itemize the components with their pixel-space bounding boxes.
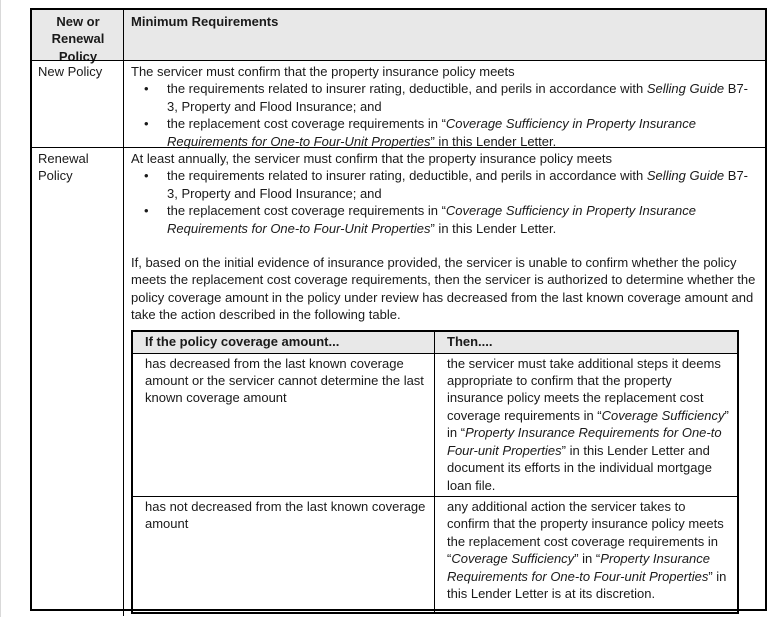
bullet-item (131, 167, 757, 202)
coverage-action-table (131, 330, 739, 614)
bullet-text: the replacement cost coverage requirements in “Coverage Sufficiency in Property Insurance Requirements for One-to Four-Unit Properties” in this Lender Letter. (167, 203, 696, 236)
bullet-icon: • (144, 116, 149, 132)
intro-text: At least annually, the servicer must confirm that the property insurance policy meets (131, 151, 612, 166)
action-cell: any additional action the servicer takes to confirm that the property insurance policy meets the replacement cost coverage requirements in “Coverage Sufficiency” in “Property Insurance Requirements for One-to Four-unit Properties” in this Lender Letter is at its discretion. (447, 498, 727, 601)
requirements-cell (124, 148, 765, 616)
bullet-text: the replacement cost coverage requirements in “Coverage Sufficiency in Property Insurance Requirements for One-to Four-Unit Properties” in this Lender Letter. (167, 116, 696, 149)
bullet-text: the requirements related to insurer rating, deductible, and perils in accordance with Selling Guide B7-3, Property and Flood Insurance; and (167, 81, 748, 114)
policy-type-label: Renewal Policy (32, 148, 124, 616)
inner-table-header-row (133, 332, 737, 353)
condition-cell: has decreased from the last known coverage amount or the servicer cannot determine the last known coverage amount (133, 354, 435, 496)
table-row-new-policy (32, 60, 765, 147)
inner-column-header-condition: If the policy coverage amount... (133, 332, 435, 353)
policy-type-label: New Policy (32, 61, 124, 147)
inner-table-row (133, 496, 737, 612)
bullet-item (131, 115, 757, 150)
requirements-cell (124, 61, 765, 147)
bullet-text: the requirements related to insurer rating, deductible, and perils in accordance with Selling Guide B7-3, Property and Flood Insurance; and (167, 168, 748, 201)
bullet-item (131, 202, 757, 237)
condition-paragraph: If, based on the initial evidence of insurance provided, the servicer is unable to confirm whether the policy meets the replacement cost coverage requirements, then the servicer is authorized to determine whether the policy coverage amount in the policy under review has decreased from the last known coverage amount and take the action described in the following table. (131, 255, 756, 323)
bullet-icon: • (144, 168, 149, 184)
table-row-renewal-policy (32, 147, 765, 616)
intro-text: The servicer must confirm that the property insurance policy meets (131, 64, 515, 79)
column-header-requirements: Minimum Requirements (131, 14, 279, 29)
bullet-icon: • (144, 81, 149, 97)
action-cell: the servicer must take additional steps it deems appropriate to confirm that the property insurance policy meets the replacement cost coverage requirements in “Coverage Sufficiency” in “Property Insurance Requirements for One-to Four-unit Properties” in this Lender Letter and document its efforts in the individual mortgage loan file. (447, 355, 729, 493)
column-header-policy: New or Renewal Policy (32, 10, 124, 60)
bullet-item (131, 80, 757, 115)
table-header-row (32, 10, 765, 64)
inner-table-row (133, 353, 737, 496)
bullet-icon: • (144, 203, 149, 219)
condition-cell: has not decreased from the last known coverage amount (133, 497, 435, 612)
inner-column-header-action: Then.... (447, 333, 493, 349)
minimum-requirements-table (30, 8, 767, 611)
